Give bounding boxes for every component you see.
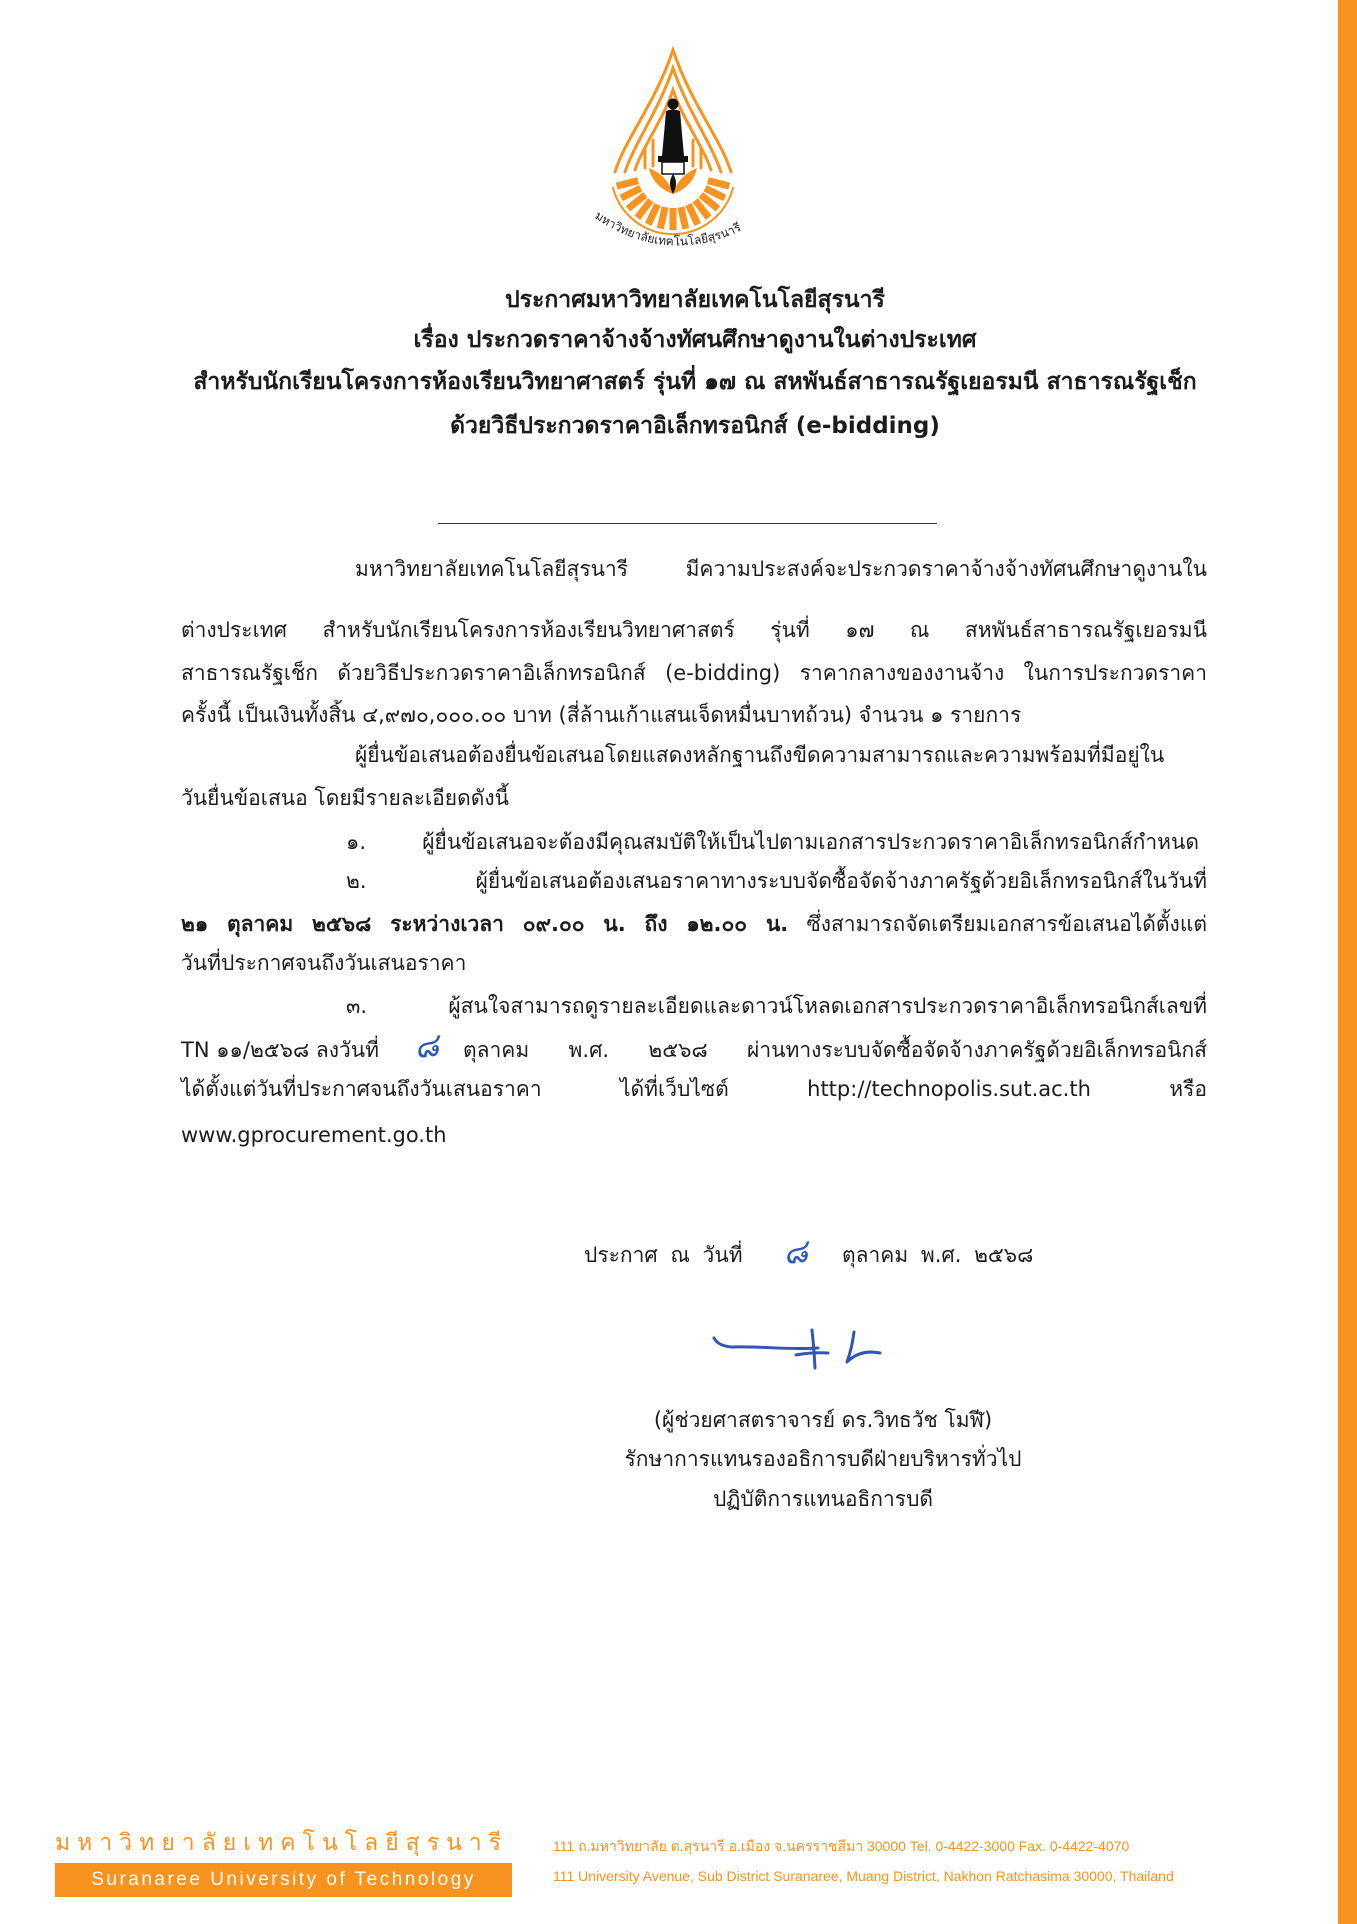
- university-logo: [585, 44, 775, 254]
- list-item-2-line2: [181, 906, 1207, 942]
- bid-date-time: ๒๑ ตุลาคม ๒๕๖๘ ระหว่างเวลา ๐๙.๐๐ น. ถึง ๑๒.๐๐ น.: [181, 912, 789, 936]
- footer-university-name-en: Suranaree University of Technology: [91, 1869, 476, 1890]
- list-item-1: ๑. ผู้ยื่นข้อเสนอจะต้องมีคุณสมบัติให้เป็นไปตามเอกสารประกวดราคาอิเล็กทรอนิกส์กำหนด: [346, 830, 1199, 854]
- signature-stroke: [847, 1332, 880, 1362]
- announcement-title: ประกาศมหาวิทยาลัยเทคโนโลยีสุรนารี: [505, 287, 885, 313]
- signoff-date-start: ประกาศ ณ วันที่: [584, 1243, 743, 1267]
- list-item-3-line3: ได้ตั้งแต่วันที่ประกาศจนถึงวันเสนอราคา ได้ที่เว็บไซต์ http://technopolis.sut.ac.th หรือ: [181, 1077, 1207, 1101]
- logo-ray: [617, 181, 638, 186]
- announcement-subject: เรื่อง ประกวดราคาจ้างจ้างทัศนศึกษาดูงานในต่างประเทศ: [413, 327, 977, 353]
- announcement-subject-line3: ด้วยวิธีประกวดราคาอิเล็กทรอนิกส์ (e-bidding): [450, 413, 940, 439]
- logo-statue: [658, 99, 688, 175]
- paragraph2-line2: วันยื่นข้อเสนอ โดยมีรายละเอียดดังนี้: [181, 786, 509, 810]
- page-edge-strip: [1338, 0, 1357, 1924]
- logo-lotus: [649, 168, 697, 194]
- list-item-2-line2-rest: ซึ่งสามารถจัดเตรียมเอกสารข้อเสนอได้ตั้งแต่: [806, 912, 1207, 936]
- logo-lettering: [592, 208, 743, 248]
- paragraph1-line2: ต่างประเทศ สำหรับนักเรียนโครงการห้องเรียนวิทยาศาสตร์ รุ่นที่ ๑๗ ณ สหพันธ์สาธารณรัฐเยอรมนี: [181, 618, 1207, 642]
- footer-name-bar: [55, 1863, 512, 1897]
- list-item-3-line4: www.gprocurement.go.th: [181, 1123, 447, 1147]
- logo-lettering-path: มหาวิทยาลัยเทคโนโลยีสุรนารี: [592, 208, 744, 249]
- paragraph1-line4: ครั้งนี้ เป็นเงินทั้งสิ้น ๔,๙๗๐,๐๐๐.๐๐ บาท (สี่ล้านเก้าแสนเจ็ดหมื่นบาทถ้วน) จำนวน ๑ รายการ: [181, 703, 1022, 727]
- header-divider: [438, 523, 937, 524]
- list-item-3-line2-start: TN ๑๑/๒๕๖๘ ลงวันที่: [181, 1038, 380, 1062]
- announcement-subject-line2: สำหรับนักเรียนโครงการห้องเรียนวิทยาศาสตร์ รุ่นที่ ๑๗ ณ สหพันธ์สาธารณรัฐเยอรมนี สาธารณรัฐเช็ก: [193, 369, 1197, 395]
- paragraph1-line3: สาธารณรัฐเช็ก ด้วยวิธีประกวดราคาอิเล็กทรอนิกส์ (e-bidding) ราคากลางของงานจ้าง ในการประกวดราคา: [181, 661, 1207, 685]
- signatory-name: (ผู้ช่วยศาสตราจารย์ ดร.วิทธวัช โมฬี): [653, 1408, 993, 1432]
- signature-stroke: [812, 1330, 815, 1368]
- logo-ray: [681, 207, 686, 229]
- footer-address-en: 111 University Avenue, Sub District Suranaree, Muang District, Nakhon Ratchasima 30000, Thailand: [553, 1868, 1174, 1884]
- handwritten-signoff-day: ๘: [780, 1231, 811, 1273]
- paragraph2-line1: ผู้ยื่นข้อเสนอต้องยื่นข้อเสนอโดยแสดงหลักฐานถึงขีดความสามารถและความพร้อมที่มีอยู่ใน: [355, 743, 1165, 767]
- logo-ray: [660, 207, 665, 229]
- signatory-position: รักษาการแทนรองอธิการบดีฝ่ายบริหารทั่วไป: [624, 1447, 1022, 1471]
- signature-stroke: [796, 1353, 828, 1355]
- signature: [700, 1322, 920, 1386]
- list-item-2-line3: วันที่ประกาศจนถึงวันเสนอราคา: [181, 951, 467, 975]
- footer-address-th: 111 ถ.มหาวิทยาลัย ต.สุรนารี อ.เมือง จ.นครราชสีมา 30000 Tel. 0-4422-3000 Fax. 0-4422-4070: [553, 1838, 1130, 1854]
- paragraph1-line1: มหาวิทยาลัยเทคโนโลยีสุรนารี มีความประสงค์จะประกวดราคาจ้างจ้างทัศนศึกษาดูงานใน: [355, 557, 1207, 581]
- list-item-3-line1: ๓. ผู้สนใจสามารถดูรายละเอียดและดาวน์โหลดเอกสารประกวดราคาอิเล็กทรอนิกส์เลขที่: [346, 994, 1207, 1018]
- footer-university-name-th: มหาวิทยาลัยเทคโนโลยีสุรนารี: [55, 1830, 509, 1856]
- list-item-3-line2-end: ตุลาคม พ.ศ. ๒๕๖๘ ผ่านทางระบบจัดซื้อจัดจ้างภาครัฐด้วยอิเล็กทรอนิกส์: [463, 1038, 1207, 1062]
- list-item-2-line1: ๒. ผู้ยื่นข้อเสนอต้องเสนอราคาทางระบบจัดซื้อจัดจ้างภาครัฐด้วยอิเล็กทรอนิกส์ในวันที่: [346, 869, 1207, 893]
- signatory-acting-role: ปฏิบัติการแทนอธิการบดี: [712, 1487, 934, 1511]
- signature-stroke: [714, 1338, 818, 1349]
- logo-ray: [708, 181, 729, 186]
- handwritten-day: ๘: [411, 1025, 442, 1067]
- signoff-date-end: ตุลาคม พ.ศ. ๒๕๖๘: [842, 1243, 1034, 1267]
